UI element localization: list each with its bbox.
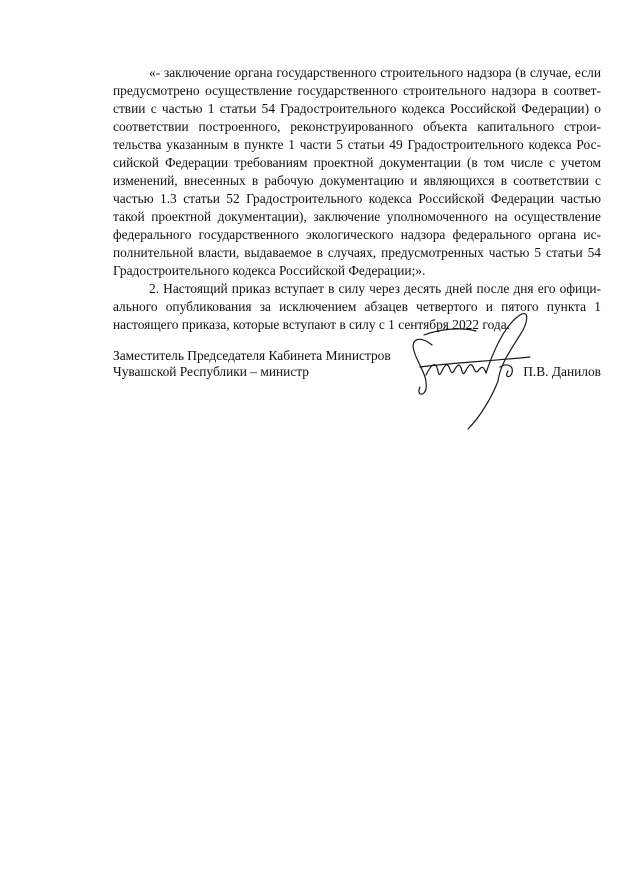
handwritten-signature xyxy=(380,305,550,435)
signatory-position-line-1: Заместитель Председателя Кабинета Министров xyxy=(113,348,391,363)
paragraph-amendment-text: «- заключение органа государственного строительного надзора (в случае, если предусмотрено осуществление государственного строительного надзора в соответствии с частью 1 статьи 54 Градостроительного кодекса Российской Федерации) о соответствии построенного, реконструированного объекта капитального строительства указанным в пункте 1 части 5 статьи 49 Градостроительного кодекса Российской Федерации требованиям проектной документации (в том числе с учетом изменений, внесенных в рабочую документацию и являющихся в соответствии с частью 1.3 статьи 52 Градостроительного кодекса Российской Федерации частью такой проектной документации), заключение уполномоченного на осуществление федерального государственного экологического надзора федерального органа исполнительной власти, выдаваемое в случаях, предусмотренных частью 5 статьи 54 Градостроительного кодекса Российской Федерации;». xyxy=(113,65,601,278)
signatory-name: П.В. Данилов xyxy=(523,364,601,379)
signatory-position-line-2: Чувашской Республики – министр xyxy=(113,364,309,379)
paragraph-effective-date: 2. Настоящий приказ вступает в силу через десять дней после дня его официального опубликования за исключением абзацев четвертого и пятого пункта 1 настоящего приказа, которые вступают в силу с 1 сентября 2022 года. xyxy=(113,281,601,332)
document-body xyxy=(113,64,601,334)
